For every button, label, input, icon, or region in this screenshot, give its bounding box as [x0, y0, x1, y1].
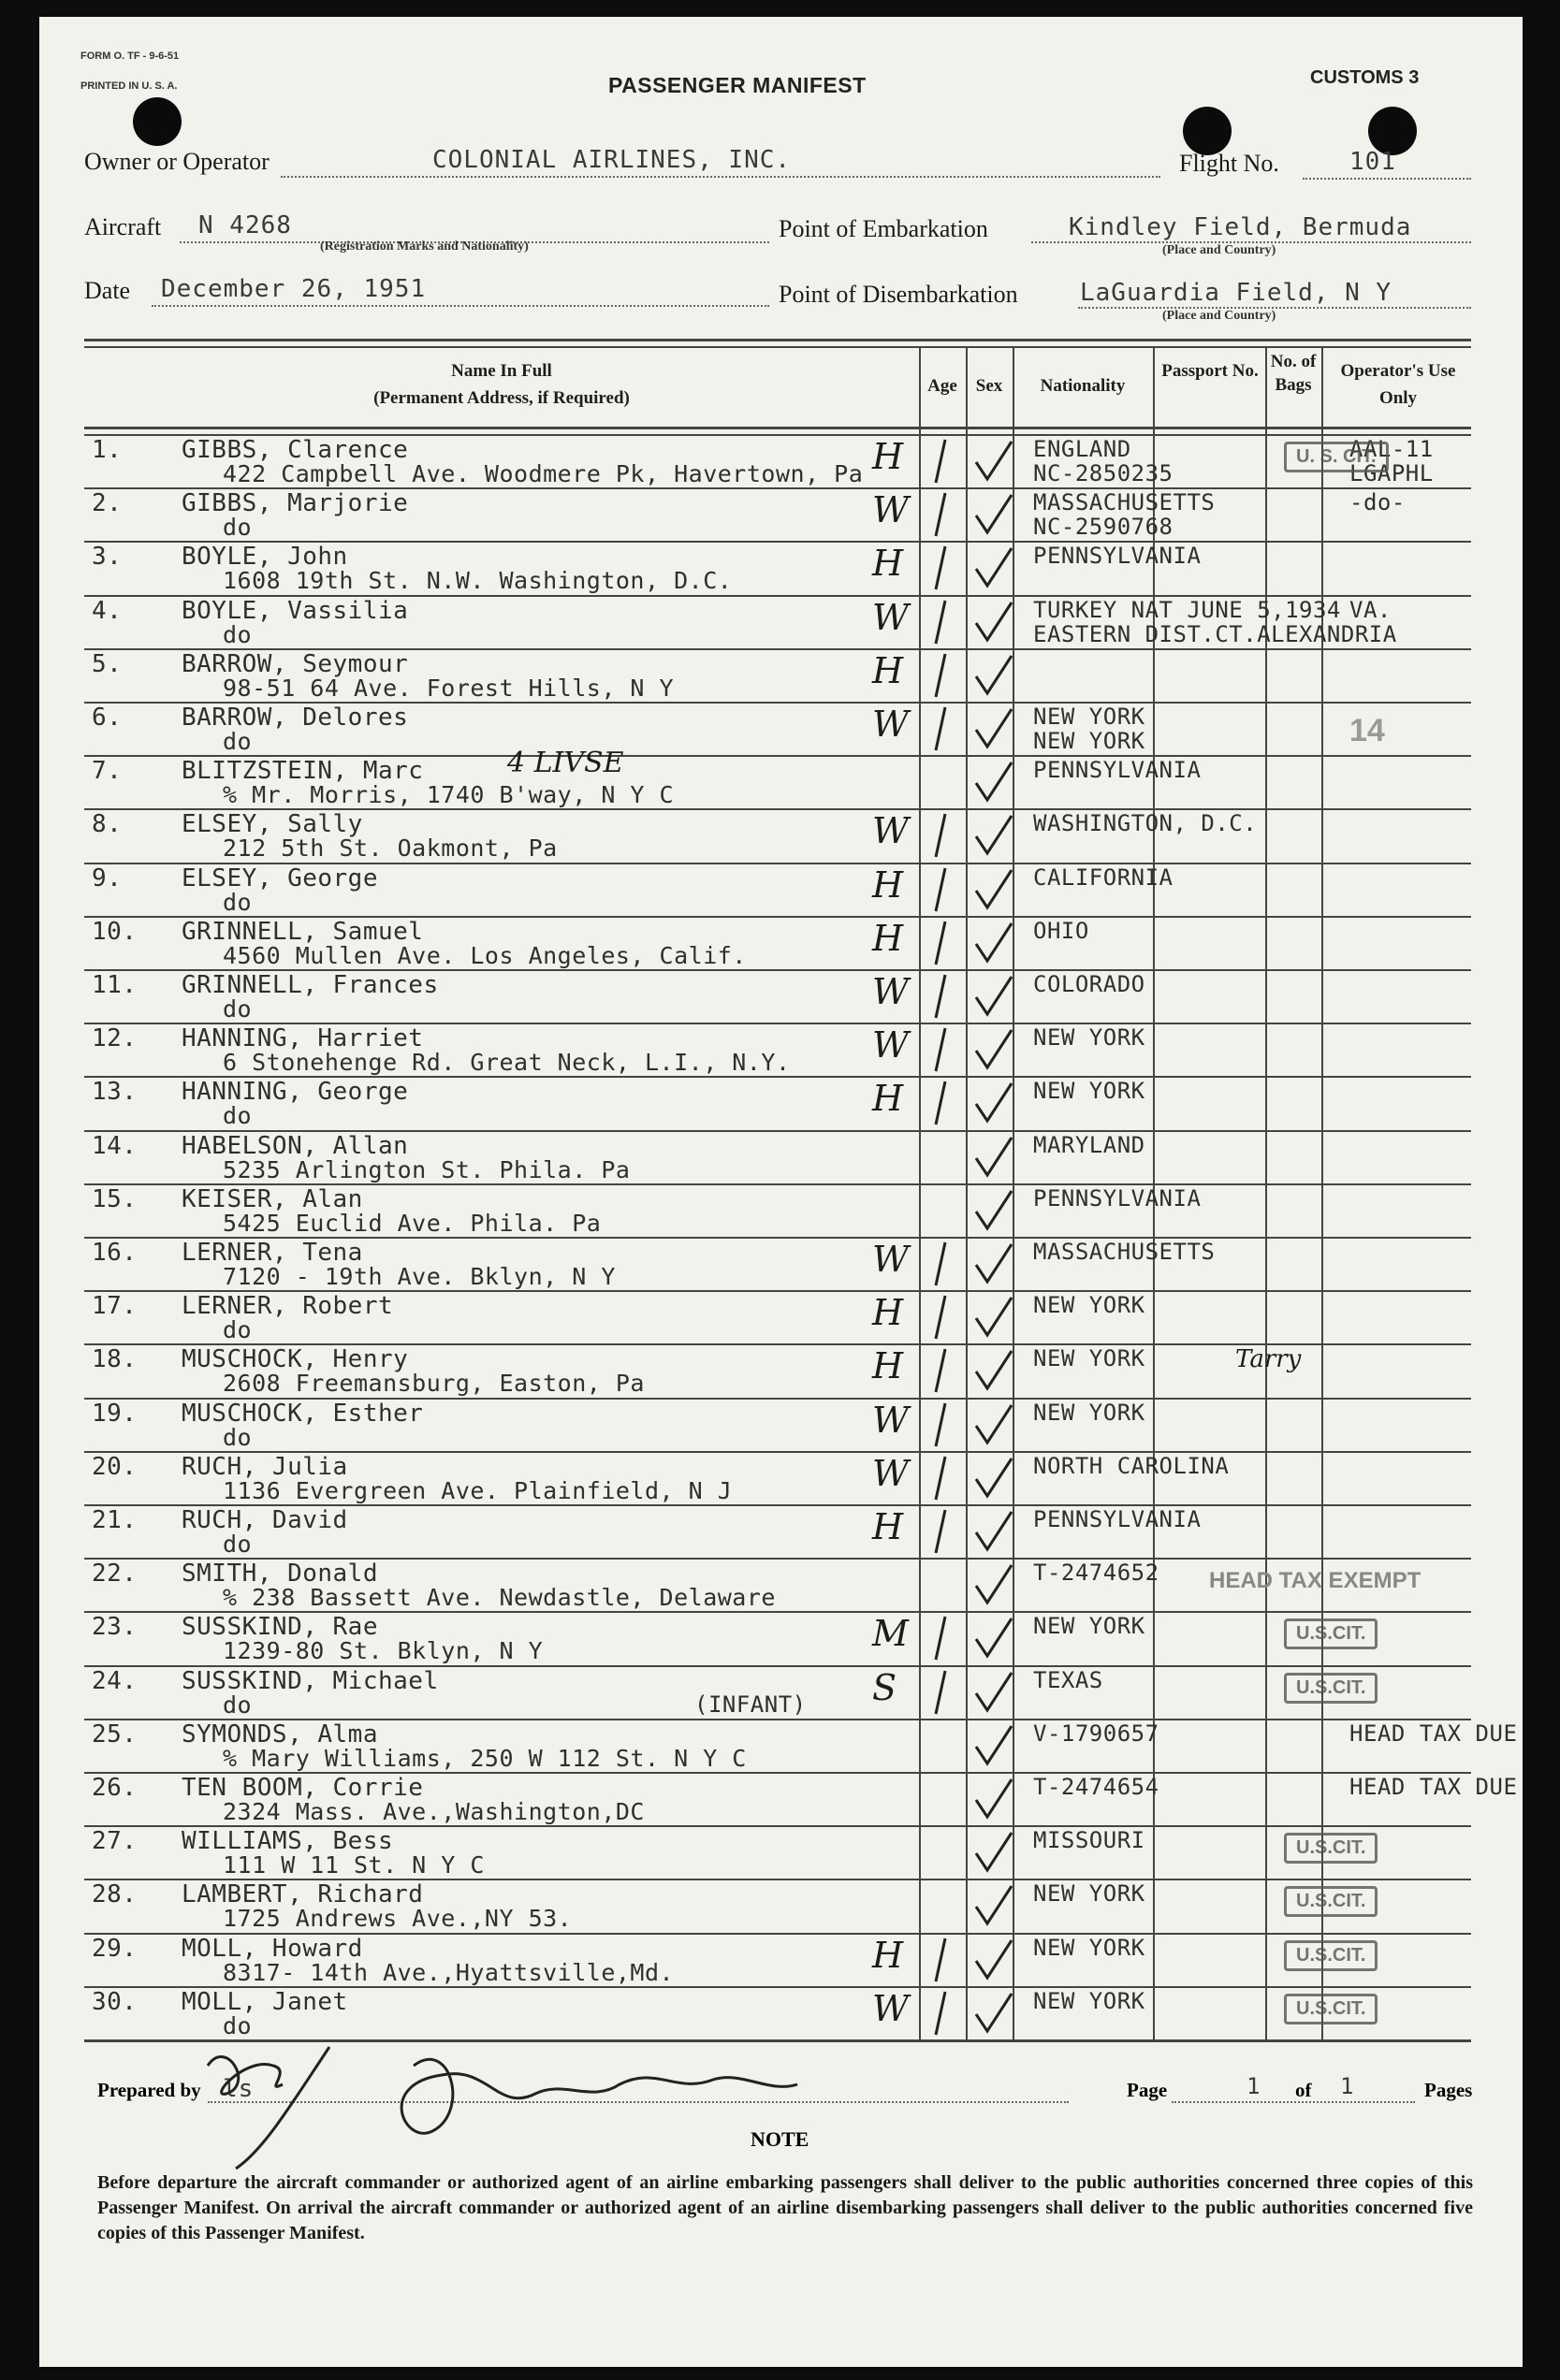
nationality: MASSACHUSETTS — [1033, 1239, 1216, 1265]
row-number: 19. — [92, 1399, 138, 1428]
us-citizen-stamp: U.S.CIT. — [1284, 1940, 1378, 1971]
tax-exempt-stamp: HEAD TAX EXEMPT — [1209, 1568, 1421, 1593]
nationality: PENNSYLVANIA — [1033, 543, 1202, 570]
passenger-address: do — [223, 888, 253, 916]
passenger-name: HANNING, George — [182, 1078, 409, 1107]
punch-hole — [133, 97, 182, 146]
punch-hole — [1183, 107, 1232, 155]
row-number: 13. — [92, 1078, 138, 1107]
passenger-address: 212 5th St. Oakmont, Pa — [223, 834, 558, 863]
handwritten-sex-mark: W — [872, 596, 910, 638]
passenger-name: SMITH, Donald — [182, 1560, 378, 1589]
row-number: 16. — [92, 1239, 138, 1267]
passenger-address: 1725 Andrews Ave.,NY 53. — [223, 1905, 573, 1933]
col-header-passport: Passport No. — [1161, 361, 1259, 381]
tally-stroke — [926, 1506, 955, 1557]
check-mark-icon — [970, 1669, 1017, 1716]
form-number: FORM O. TF - 9-6-51 — [80, 51, 180, 62]
owner-label: Owner or Operator — [84, 148, 270, 175]
aircraft-value: N 4268 — [198, 211, 292, 239]
tally-stroke — [926, 543, 955, 593]
disembark-label: Point of Disembarkation — [779, 281, 1018, 308]
manifest-sheet — [39, 17, 1523, 2367]
check-mark-icon — [970, 1294, 1017, 1341]
operator-use: HEAD TAX DUE — [1349, 1774, 1518, 1800]
handwritten-sex-mark: H — [872, 543, 904, 585]
tally-stroke — [926, 1988, 955, 2039]
disembark-sub: (Place and Country) — [1162, 309, 1276, 323]
passenger-name: LERNER, Tena — [182, 1239, 363, 1267]
tally-stroke — [926, 1400, 955, 1450]
embark-sub: (Place and Country) — [1162, 243, 1276, 257]
handwritten-sex-mark: H — [872, 1078, 904, 1120]
handwritten-sex-mark: W — [872, 1987, 910, 2029]
check-mark-icon — [970, 1937, 1017, 1983]
row-number: 5. — [92, 649, 123, 678]
handwritten-sex-mark: H — [872, 1934, 904, 1976]
tally-stroke — [926, 1453, 955, 1503]
row-number: 1. — [92, 436, 123, 464]
note-title: NOTE — [751, 2127, 809, 2151]
handwritten-sex-mark: W — [872, 1239, 910, 1280]
nationality: MISSOURI — [1033, 1827, 1145, 1854]
col-header-nationality: Nationality — [1040, 376, 1126, 396]
passenger-name: MUSCHOCK, Esther — [182, 1399, 424, 1428]
tally-stroke — [926, 810, 955, 861]
operator-use: AAL-11 — [1349, 436, 1434, 462]
handwritten-note: 4 LIVSE — [507, 747, 624, 779]
passenger-address: 8317- 14th Ave.,Hyattsville,Md. — [223, 1958, 675, 1986]
nationality-detail: NEW YORK — [1033, 728, 1145, 754]
passenger-address: 98-51 64 Ave. Forest Hills, N Y — [223, 674, 675, 702]
handwritten-sex-mark: H — [872, 1506, 904, 1547]
passenger-name: SUSSKIND, Rae — [182, 1613, 378, 1642]
row-number: 15. — [92, 1184, 138, 1213]
row-number: 10. — [92, 917, 138, 946]
passenger-address: 1608 19th St. N.W. Washington, D.C. — [223, 567, 733, 595]
printed-in: PRINTED IN U. S. A. — [80, 80, 178, 92]
nationality: T-2474652 — [1033, 1560, 1159, 1587]
passenger-address: 2608 Freemansburg, Easton, Pa — [223, 1370, 645, 1398]
tally-stroke — [926, 918, 955, 968]
nationality: MARYLAND — [1033, 1131, 1145, 1158]
tally-stroke — [926, 650, 955, 701]
passenger-name: GIBBS, Clarence — [182, 436, 409, 464]
stamp-number: 14 — [1349, 713, 1385, 748]
tally-stroke — [926, 1024, 955, 1075]
nationality: PENNSYLVANIA — [1033, 757, 1202, 784]
tally-stroke — [926, 1667, 955, 1718]
handwritten-note: Tarry — [1235, 1345, 1302, 1373]
passenger-address: 111 W 11 St. N Y C — [223, 1851, 485, 1879]
passenger-name: GRINNELL, Frances — [182, 971, 439, 999]
passenger-address: 5425 Euclid Ave. Phila. Pa — [223, 1209, 602, 1237]
flight-value: 101 — [1349, 148, 1396, 176]
check-mark-icon — [970, 1561, 1017, 1608]
table-header-rule — [84, 427, 1471, 429]
check-mark-icon — [970, 1187, 1017, 1234]
passenger-name: SYMONDS, Alma — [182, 1720, 378, 1749]
flight-label: Flight No. — [1179, 150, 1279, 177]
check-mark-icon — [970, 1615, 1017, 1662]
row-number: 12. — [92, 1024, 138, 1053]
tally-stroke — [926, 1345, 955, 1396]
passenger-address: do — [223, 2011, 253, 2039]
nationality: CALIFORNIA — [1033, 863, 1174, 891]
nationality: NEW YORK — [1033, 1024, 1145, 1052]
disembark-value: LaGuardia Field, N Y — [1080, 279, 1392, 307]
passenger-address: % 238 Bassett Ave. Newdastle, Delaware — [223, 1584, 776, 1612]
handwritten-sex-mark: H — [872, 917, 904, 959]
passenger-address: 422 Campbell Ave. Woodmere Pk, Havertown, Pa — [223, 460, 864, 487]
nationality: WASHINGTON, D.C. — [1033, 810, 1258, 837]
passenger-name: LAMBERT, Richard — [182, 1880, 424, 1909]
check-mark-icon — [970, 812, 1017, 859]
us-citizen-stamp: U.S.CIT. — [1284, 1673, 1378, 1704]
check-mark-icon — [970, 705, 1017, 752]
us-citizen-stamp: U.S.CIT. — [1284, 1618, 1378, 1649]
tally-stroke — [926, 704, 955, 754]
owner-line — [281, 176, 1160, 178]
passenger-name: KEISER, Alan — [182, 1184, 363, 1213]
row-number: 26. — [92, 1774, 138, 1802]
tally-stroke — [926, 971, 955, 1022]
passenger-name: SUSSKIND, Michael — [182, 1666, 439, 1695]
row-number: 2. — [92, 489, 123, 518]
check-mark-icon — [970, 1134, 1017, 1181]
date-line — [152, 305, 769, 307]
handwritten-sex-mark: W — [872, 1399, 910, 1441]
tally-stroke — [926, 1935, 955, 1985]
check-mark-icon — [970, 1026, 1017, 1073]
nationality-detail: NC-2850235 — [1033, 460, 1174, 486]
check-mark-icon — [970, 1722, 1017, 1769]
col-name-label: Name In Full — [451, 361, 552, 381]
row-number: 21. — [92, 1506, 138, 1534]
passenger-address: 6 Stonehenge Rd. Great Neck, L.I., N.Y. — [223, 1049, 791, 1077]
nationality: TURKEY NAT JUNE 5,1934 — [1033, 596, 1341, 623]
check-mark-icon — [970, 1080, 1017, 1126]
col-divider — [966, 346, 968, 2039]
prepared-value: ls — [223, 2075, 255, 2103]
operator-use: HEAD TAX DUE — [1349, 1720, 1518, 1747]
passenger-address: 4560 Mullen Ave. Los Angeles, Calif. — [223, 941, 747, 969]
handwritten-sex-mark: H — [872, 1345, 904, 1387]
passenger-address: % Mary Williams, 250 W 112 St. N Y C — [223, 1744, 747, 1772]
col-header-name — [84, 357, 919, 412]
handwritten-sex-mark: S — [872, 1666, 897, 1708]
infant-label: (INFANT) — [694, 1691, 807, 1718]
handwritten-sex-mark: W — [872, 489, 910, 531]
nationality: NEW YORK — [1033, 1399, 1145, 1426]
of-label: of — [1295, 2079, 1312, 2101]
row-number: 14. — [92, 1131, 138, 1160]
passenger-address: do — [223, 620, 253, 648]
handwritten-sex-mark: W — [872, 971, 910, 1012]
us-citizen-stamp: U.S.CIT. — [1284, 1994, 1378, 2024]
operator-use: -do- — [1349, 489, 1406, 516]
pages-label: Pages — [1424, 2079, 1473, 2101]
row-number: 22. — [92, 1560, 138, 1589]
handwritten-sex-mark: H — [872, 436, 904, 477]
check-mark-icon — [970, 759, 1017, 805]
passenger-name: RUCH, Julia — [182, 1452, 348, 1481]
passenger-address: do — [223, 1316, 253, 1344]
tally-stroke — [926, 1078, 955, 1128]
date-label: Date — [84, 277, 131, 304]
passenger-address: 1239-80 St. Bklyn, N Y — [223, 1637, 544, 1665]
nationality: TEXAS — [1033, 1666, 1103, 1693]
handwritten-sex-mark: W — [872, 1024, 910, 1067]
note-text: Before departure the aircraft commander or authorized agent of an airline embarking passengers shall deliver to the public authorities concerned three copies of this Passenger Manifest. On arrival the aircraft commander or authorized agent of an airline disembarking passengers shall deliver to the public authorities concerned five copies of this Passenger Manifest. — [97, 2172, 1473, 2243]
handwritten-sex-mark: H — [872, 649, 904, 691]
nationality: NEW YORK — [1033, 1345, 1145, 1372]
of-value: 1 — [1340, 2073, 1355, 2099]
nationality: NORTH CAROLINA — [1033, 1452, 1230, 1479]
passenger-address: do — [223, 1691, 253, 1719]
passenger-name: MOLL, Janet — [182, 1987, 348, 2016]
tally-stroke — [926, 1613, 955, 1663]
passenger-name: RUCH, David — [182, 1506, 348, 1534]
row-number: 6. — [92, 704, 123, 732]
row-number: 7. — [92, 757, 123, 786]
nationality-detail: EASTERN DIST.CT.ALEXANDRIA — [1033, 620, 1397, 647]
row-number: 9. — [92, 863, 123, 892]
us-citizen-stamp: U. S. CIT. — [1284, 442, 1389, 472]
handwritten-sex-mark: M — [872, 1613, 909, 1655]
passenger-name: MOLL, Howard — [182, 1934, 363, 1963]
handwritten-sex-mark: H — [872, 1292, 904, 1334]
handwritten-sex-mark: W — [872, 810, 910, 852]
passenger-address: do — [223, 728, 253, 755]
check-mark-icon — [970, 920, 1017, 966]
row-number: 29. — [92, 1934, 138, 1963]
passenger-name: BOYLE, Vassilia — [182, 596, 409, 625]
row-number: 4. — [92, 596, 123, 625]
signature — [189, 2028, 900, 2178]
passenger-name: MUSCHOCK, Henry — [182, 1345, 409, 1374]
prepared-label: Prepared by — [97, 2079, 201, 2101]
nationality: PENNSYLVANIA — [1033, 1506, 1202, 1532]
customs-label: CUSTOMS 3 — [1310, 67, 1420, 88]
embark-label: Point of Embarkation — [779, 215, 988, 242]
check-mark-icon — [970, 973, 1017, 1020]
check-mark-icon — [970, 544, 1017, 591]
nationality: NEW YORK — [1033, 1078, 1145, 1105]
passenger-name: WILLIAMS, Bess — [182, 1827, 394, 1856]
check-mark-icon — [970, 1829, 1017, 1876]
check-mark-icon — [970, 652, 1017, 699]
passenger-name: ELSEY, George — [182, 863, 378, 892]
nationality: PENNSYLVANIA — [1033, 1184, 1202, 1212]
passenger-name: LERNER, Robert — [182, 1292, 394, 1321]
check-mark-icon — [970, 438, 1017, 485]
check-mark-icon — [970, 1990, 1017, 2037]
tally-stroke — [926, 1239, 955, 1289]
col-name-sub: (Permanent Address, if Required) — [373, 388, 630, 408]
passenger-address: 1136 Evergreen Ave. Plainfield, N J — [223, 1476, 733, 1504]
passenger-address: 7120 - 19th Ave. Bklyn, N Y — [223, 1263, 616, 1290]
nationality: COLORADO — [1033, 971, 1145, 997]
us-citizen-stamp: U.S.CIT. — [1284, 1886, 1378, 1917]
passenger-address: do — [223, 1423, 253, 1451]
row-number: 27. — [92, 1827, 138, 1856]
passenger-address: do — [223, 1531, 253, 1558]
check-mark-icon — [970, 1241, 1017, 1287]
row-number: 11. — [92, 971, 138, 999]
passenger-name: ELSEY, Sally — [182, 810, 363, 839]
passenger-address: do — [223, 1102, 253, 1130]
nationality: V-1790657 — [1033, 1720, 1159, 1747]
passenger-name: GRINNELL, Samuel — [182, 917, 424, 946]
handwritten-sex-mark: W — [872, 704, 910, 745]
aircraft-sub: (Registration Marks and Nationality) — [320, 239, 529, 254]
passenger-name: BOYLE, John — [182, 543, 348, 572]
passenger-name: HABELSON, Allan — [182, 1131, 409, 1160]
check-mark-icon — [970, 599, 1017, 646]
row-number: 17. — [92, 1292, 138, 1321]
passenger-address: do — [223, 514, 253, 542]
passenger-address: % Mr. Morris, 1740 B'way, N Y C — [223, 781, 675, 809]
nationality: NEW YORK — [1033, 1292, 1145, 1319]
owner-value: COLONIAL AIRLINES, INC. — [432, 146, 792, 174]
row-number: 23. — [92, 1613, 138, 1642]
col-header-age: Age — [927, 376, 957, 396]
row-number: 24. — [92, 1666, 138, 1695]
row-number: 8. — [92, 810, 123, 839]
handwritten-sex-mark: W — [872, 1452, 910, 1494]
us-citizen-stamp: U.S.CIT. — [1284, 1833, 1378, 1864]
passenger-address: 5235 Arlington St. Phila. Pa — [223, 1155, 631, 1183]
passenger-address: 2324 Mass. Ave.,Washington,DC — [223, 1798, 645, 1825]
nationality: NEW YORK — [1033, 1613, 1145, 1640]
operator-use-detail: LGAPHL — [1349, 460, 1434, 486]
col-header-bags: No. of Bags — [1270, 352, 1317, 395]
embark-value: Kindley Field, Bermuda — [1069, 213, 1412, 241]
tally-stroke — [926, 597, 955, 647]
operator-use: VA. — [1349, 596, 1392, 623]
nationality: OHIO — [1033, 917, 1089, 944]
check-mark-icon — [970, 1455, 1017, 1502]
row-number: 30. — [92, 1987, 138, 2016]
page-line — [1172, 2101, 1415, 2103]
nationality: NEW YORK — [1033, 1880, 1145, 1908]
passenger-name: BLITZSTEIN, Marc — [182, 757, 424, 786]
nationality: NEW YORK — [1033, 704, 1145, 730]
check-mark-icon — [970, 1508, 1017, 1555]
nationality: MASSACHUSETTS — [1033, 489, 1216, 516]
check-mark-icon — [970, 1347, 1017, 1394]
passenger-name: HANNING, Harriet — [182, 1024, 424, 1053]
table-top-rule-2 — [84, 346, 1471, 348]
tally-stroke — [926, 864, 955, 915]
col-header-sex: Sex — [975, 376, 1003, 396]
nationality: NEW YORK — [1033, 1934, 1145, 1961]
passenger-address: do — [223, 995, 253, 1023]
passenger-name: TEN BOOM, Corrie — [182, 1774, 424, 1802]
row-number: 3. — [92, 543, 123, 572]
row-number: 20. — [92, 1452, 138, 1481]
passenger-name: BARROW, Delores — [182, 704, 409, 732]
row-number: 18. — [92, 1345, 138, 1374]
nationality: ENGLAND — [1033, 436, 1131, 462]
check-mark-icon — [970, 1882, 1017, 1929]
tally-stroke — [926, 1292, 955, 1342]
tally-stroke — [926, 436, 955, 486]
date-value: December 26, 1951 — [161, 275, 427, 303]
handwritten-sex-mark: H — [872, 863, 904, 906]
nationality-detail: NC-2590768 — [1033, 514, 1174, 541]
passenger-name: BARROW, Seymour — [182, 649, 409, 678]
table-top-rule — [84, 339, 1471, 341]
nationality: NEW YORK — [1033, 1987, 1145, 2014]
aircraft-label: Aircraft — [84, 213, 162, 240]
page-title: PASSENGER MANIFEST — [608, 73, 867, 97]
row-number: 28. — [92, 1880, 138, 1909]
page-label: Page — [1127, 2079, 1168, 2101]
col-divider — [919, 346, 921, 2039]
nationality: T-2474654 — [1033, 1774, 1159, 1800]
row-number: 25. — [92, 1720, 138, 1749]
tally-stroke — [926, 489, 955, 540]
check-mark-icon — [970, 1776, 1017, 1822]
check-mark-icon — [970, 1401, 1017, 1448]
check-mark-icon — [970, 491, 1017, 538]
passenger-name: GIBBS, Marjorie — [182, 489, 409, 518]
col-header-operator: Operator's Use Only — [1340, 361, 1456, 408]
flight-line — [1303, 178, 1471, 180]
page-value: 1 — [1247, 2073, 1261, 2099]
check-mark-icon — [970, 866, 1017, 913]
